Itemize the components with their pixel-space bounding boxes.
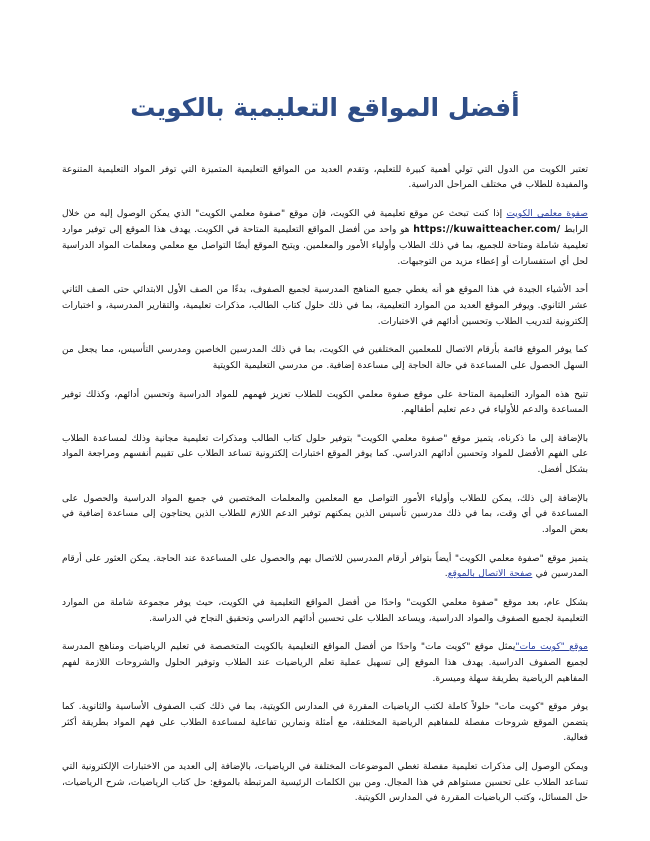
document-body [0,163,650,808]
paragraph-text: . [444,569,448,580]
paragraph [62,343,588,374]
paragraph-text: ويمكن الوصول إلى مذكرات تعليمية مفصلة تغطي الموضوعات المختلفة في الرياضيات، بالإضافة إلى العديد من الاختبارات الإلكترونية التي تساعد الطلاب على تحسين مستواهم في هذا المجال. ومن بين الكلمات الرئيسية المرتبطة بالموقع: حل كتاب الرياضيات، شرح الرياضيات، حل المسائل، وكتب الرياضيات المقررة في المدارس الكويتية. [62,762,588,804]
page-title: أفضل المواقع التعليمية بالكويت [130,93,520,122]
paragraph [62,163,588,194]
paragraph-text: يتميز موقع "صفوة معلمي الكويت" أيضاً بتوافر أرقام المدرسين للاتصال بهم والحصول على المساعدة عند الحاجة. يمكن العثور على أرقام المدرسين في [62,553,588,580]
body-link[interactable]: موقع "كويت مات" [515,642,588,653]
body-link[interactable]: صفحة الاتصال بالموقع [447,569,533,580]
paragraph-text: يوفر موقع "كويت مات" حلولاً كاملة لكتب الرياضيات المقررة في المدارس الكويتية، بما في ذلك كتب الصفوف الأساسية والثانوية. كما يتضمن الموقع شروحات مفصلة للمفاهيم الرياضية المختلفة، مع أمثلة ونمارين تفاعلية لمساعدة الطلاب على فهم المواد بطريقة أكثر فعالية. [62,702,588,744]
paragraph-text: يمثل موقع "كويت مات" واحدًا من أفضل المواقع التعليمية بالكويت المتخصصة في تعليم الرياضيات ومناهج المدرسة لجميع الصفوف الدراسية. يهدف هذا الموقع إلى تسهيل عملية تعلم الرياضيات عند الطلاب وتوفير الحلول والشروحات اللازمة لفهم المفاهيم الرياضية بطريقة سهلة وميسرة. [62,642,588,684]
paragraph-text: بشكل عام، بعد موقع "صفوة معلمي الكويت" واحدًا من أفضل المواقع التعليمية في الكويت، حيث يوفر مجموعة شاملة من الموارد التعليمية لجميع الصفوف والمواد الدراسية، ويساعد الطلاب على تحسين أدائهم الدراسي وتحقيق النجاح في الدراسة. [62,597,588,624]
paragraph [62,283,588,330]
paragraph-text: هو واحد من أفضل المواقع التعليمية المتاحة في الكويت. يهدف هذا الموقع إلى توفير موارد تعليمية شاملة ومتاحة للجميع، بما في ذلك الطلاب وأولياء الأمور والمعلمين. ويتيح الموقع أيضًا التواصل مع معلمي ومعلمات المواد الدراسية لحل أي استفسارات أو إعطاء مزيد من التوجيهات. [62,225,588,267]
paragraph-text: إذا كنت تبحث عن موقع تعليمية في الكويت، فإن موقع "صفوة معلمي الكويت" الذي يمكن الوصول إليه من خلال الرابط [62,208,588,236]
paragraph-text: كما يوفر الموقع قائمة بأرقام الاتصال للمعلمين المختلفين في الكويت، بما في ذلك المدرسين الخاصين ومدرسي التأسيس، مما يجعل من السهل الحصول على المساعدة في حالة الحاجة إلى مساعدة إضافية. من مدرسي التعليمية الكويتية [62,345,588,371]
paragraph [62,596,588,627]
paragraph [62,432,588,479]
paragraph-text: تعتبر الكويت من الدول التي تولي أهمية كبيرة للتعليم، وتقدم العديد من المواقع التعليمية المتميزة التي توفر المواد التعليمية المتنوعة والمفيدة للطلاب في مختلف المراحل الدراسية. [62,164,588,191]
paragraph [62,552,588,583]
paragraph-text: تتيح هذه الموارد التعليمية المتاحة على موقع صفوة معلمي الكويت للطلاب تعزيز فهمهم للمواد الدراسية وتحسين أدائهم، وكذلك توفير المساعدة والدعم للأولياء في دعم تعليم أطفالهم. [62,389,588,416]
paragraph-text: بالإضافة إلى ما ذكرناه، يتميز موقع "صفوة معلمي الكويت" بتوفير حلول كتاب الطالب ومذكرات تعليمية مجانية وذلك لمساعدة الطلاب على الفهم الأفضل للمواد وتحسين أدائهم الدراسي. كما يوفر الموقع اختبارات إلكترونية تساعد الطلاب على تقييم أنفسهم ومراجعة المواد بشكل أفضل. [62,433,588,476]
site-url: https://kuwaitteacher.com/ [413,224,561,236]
paragraph-text: بالإضافة إلى ذلك، يمكن للطلاب وأولياء الأمور التواصل مع المعلمين والمعلمات المختصين في جميع المواد الدراسية والحصول على المساعدة في أي وقت، بما في ذلك مدرسين تأسيس الذين يمكنهم توفير الدعم اللازم للطلاب الذين يحتاجون إلى مساعدة إضافية في بعض المواد. [62,493,588,536]
body-link[interactable]: صفوة معلمي الكويت [506,208,588,219]
paragraph [62,640,588,687]
paragraph [62,760,588,807]
paragraph [62,492,588,539]
paragraph [62,388,588,419]
paragraph [62,207,588,271]
paragraph [62,700,588,747]
paragraph-text: أحد الأشياء الجيدة في هذا الموقع هو أنه يغطي جميع المناهج المدرسية لجميع الصفوف، بدءًا من الصف الأول الابتدائي حتى الصف الثاني عشر الثانوي. ويوفر الموقع العديد من الموارد التعليمية، بما في ذلك حلول كتاب الطالب، مذكرات تعليمية، والتقارير المدرسية، و اختبارات إلكترونية لتدريب الطلاب وتحسين أدائهم في الاختبارات. [62,285,588,327]
